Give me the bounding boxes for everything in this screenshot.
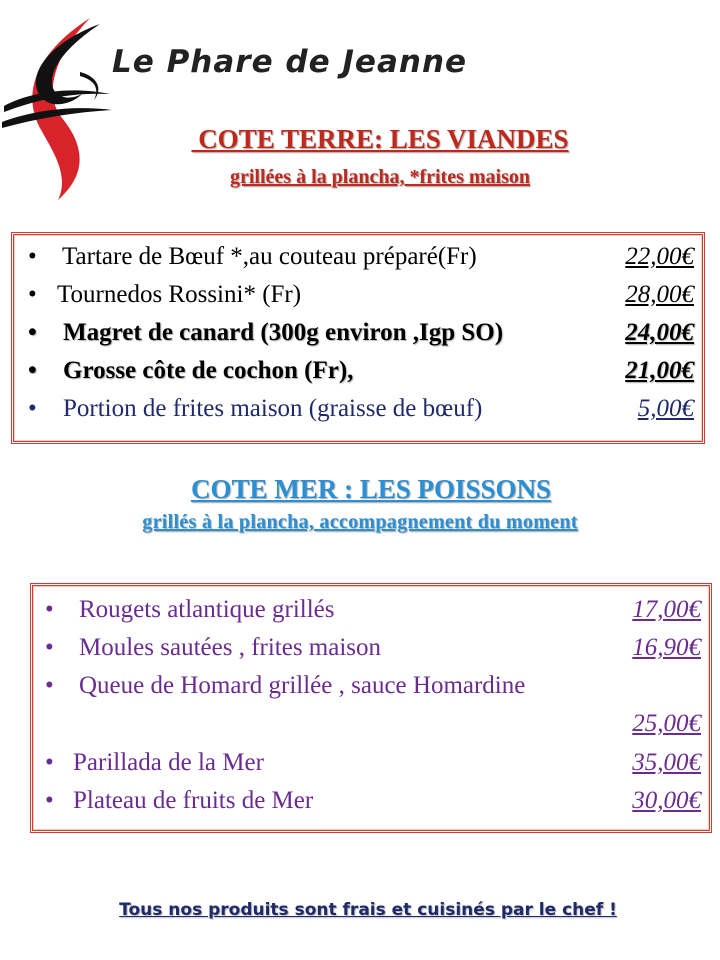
menu-item-name: Tournedos Rossini* (Fr)	[57, 281, 302, 308]
menu-item	[33, 672, 709, 746]
section-title-terre: COTE TERRE: LES VIANDES	[191, 124, 569, 154]
menu-item-name: Grosse côte de cochon (Fr),	[63, 357, 354, 384]
bullet: •	[45, 596, 54, 623]
menu-item-price: 16,90€	[632, 634, 701, 661]
bullet: •	[45, 672, 54, 699]
menu-item-name: Magret de canard (300g environ ,Igp SO)	[63, 319, 504, 346]
section-subtitle-terre: grillées à la plancha, *frites maison	[230, 166, 530, 188]
menu-item-name: Plateau de fruits de Mer	[73, 787, 314, 814]
menu-item	[14, 243, 702, 279]
menu-item-name: Moules sautées , frites maison	[79, 634, 382, 661]
menu-item-price: 17,00€	[632, 596, 701, 623]
menu-item-name: Portion de frites maison (graisse de bœuf)	[63, 395, 483, 422]
section-subtitle-mer: grillés à la plancha, accompagnement du moment	[142, 511, 578, 533]
menu-item	[14, 281, 702, 317]
menu-item-price: 35,00€	[632, 749, 701, 776]
menu-item	[33, 596, 709, 632]
bullet: •	[45, 634, 54, 661]
menu-item	[14, 357, 702, 393]
menu-box-terre	[11, 232, 705, 444]
menu-item	[14, 319, 702, 355]
section-title-mer: COTE MER : LES POISSONS	[190, 474, 552, 504]
brand-name: Le Phare de Jeanne	[112, 44, 468, 80]
menu-item	[14, 395, 702, 431]
bullet: •	[28, 243, 37, 270]
footer-note: Tous nos produits sont frais et cuisinés par le chef !	[119, 900, 617, 920]
menu-item-name: Queue de Homard grillée , sauce Homardine	[79, 672, 526, 699]
menu-item-price: 21,00€	[625, 357, 694, 384]
menu-item-name: Rougets atlantique grillés	[79, 596, 335, 623]
bullet: •	[45, 749, 54, 776]
menu-item-price: 28,00€	[625, 281, 694, 308]
menu-item-price: 24,00€	[625, 319, 694, 346]
bullet: •	[28, 319, 37, 346]
menu-item-name: Parillada de la Mer	[73, 749, 264, 776]
menu-item-price: 25,00€	[632, 710, 701, 737]
bullet: •	[45, 787, 54, 814]
bullet: •	[28, 357, 37, 384]
menu-item-price: 22,00€	[625, 243, 694, 270]
menu-item	[33, 749, 709, 785]
menu-item-price: 30,00€	[632, 787, 701, 814]
menu-item	[33, 634, 709, 670]
bullet: •	[28, 281, 37, 308]
menu-item-name: Tartare de Bœuf *,au couteau préparé(Fr)	[62, 243, 477, 270]
menu-box-mer	[30, 583, 712, 833]
menu-item	[33, 787, 709, 823]
menu-item-price: 5,00€	[637, 395, 694, 422]
logo-swirl-icon	[0, 10, 115, 200]
bullet: •	[28, 395, 37, 422]
